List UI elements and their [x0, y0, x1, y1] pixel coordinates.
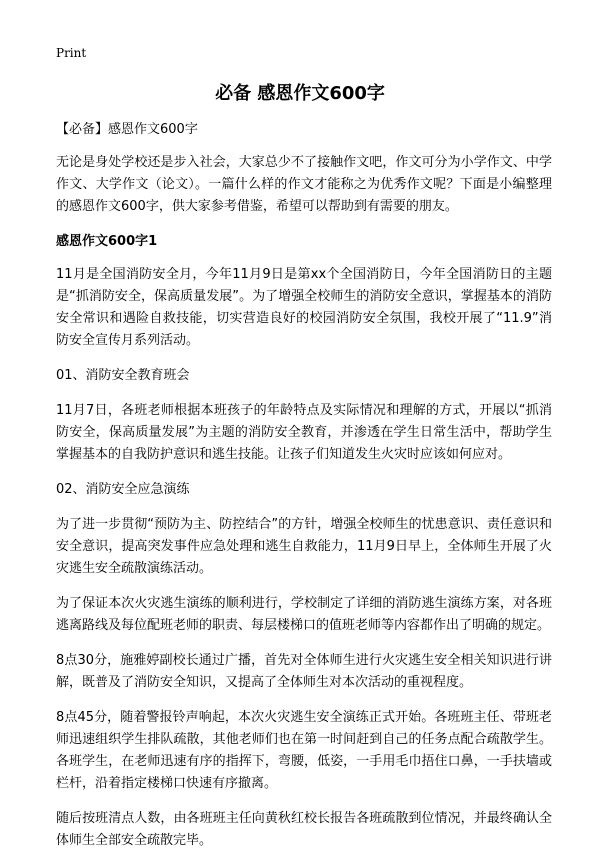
- intro-paragraph: 无论是身处学校还是步入社会，大家总少不了接触作文吧，作文可分为小学作文、中学作文、大学作文（论文）。一篇什么样的作文才能称之为优秀作文呢？下面是小编整理的感恩作文600字，供大家参考借鉴，希望可以帮助到有需要的朋友。: [56, 155, 552, 214]
- subsection-heading: 01、消防安全教育班会: [56, 368, 190, 383]
- document-body: [56, 119, 552, 852]
- body-paragraph: 11月是全国消防安全月，今年11月9日是第xx个全国消防日，今年全国消防日的主题是“抓消防安全，保高质量发展”。为了增强全校师生的消防安全意识，掌握基本的消防安全常识和遇险自救技能，切实营造良好的校园消防安全氛围，我校开展了“11.9”消防安全宣传月系列活动。: [56, 267, 552, 348]
- body-paragraph: 8点30分，施雅婷副校长通过广播，首先对全体师生进行火灾逃生安全相关知识进行讲解，既普及了消防安全知识，又提高了全体师生对本次活动的重视程度。: [56, 653, 552, 690]
- section-heading: 感恩作文600字1: [56, 234, 158, 249]
- document-subtitle: 【必备】感恩作文600字: [56, 122, 198, 137]
- body-paragraph: 为了保证本次火灾逃生演练的顺利进行，学校制定了详细的消防逃生演练方案，对各班逃离路线及每位配班老师的职责、每层楼梯口的值班老师等内容都作出了明确的规定。: [56, 596, 552, 633]
- body-paragraph: 11月7日，各班老师根据本班孩子的年龄特点及实际情况和理解的方式，开展以“抓消防安全，保高质量发展”为主题的消防安全教育，并渗透在学生日常生活中，帮助学生掌握基本的自我防护意识和逃生技能。让孩子们知道发生火灾时应该如何应对。: [56, 403, 552, 462]
- body-paragraph: 为了进一步贯彻“预防为主、防控结合”的方针，增强全校师生的忧患意识、责任意识和安全意识，提高突发事件应急处理和逃生自救能力，11月9日早上，全体师生开展了火灾逃生安全疏散演练活动。: [56, 517, 552, 576]
- subsection-heading: 02、消防安全应急演练: [56, 482, 190, 497]
- page-title: 必备 感恩作文600字: [215, 83, 385, 104]
- body-paragraph: 8点45分，随着警报铃声响起，本次火灾逃生安全演练正式开始。各班班主任、带班老师迅速组织学生排队疏散，其他老师们也在第一时间赶到自己的任务点配合疏散学生。各班学生，在老师迅速有序的指挥下，弯腰，低姿，一手用毛巾捂住口鼻，一手扶墙或栏杆，沿着指定楼梯口快速有序撤离。: [56, 710, 552, 791]
- print-link[interactable]: Print: [56, 46, 87, 60]
- body-paragraph: 随后按班清点人数，由各班班主任向黄秋红校长报告各班疏散到位情况，并最终确认全体师生全部安全疏散完毕。: [56, 811, 552, 848]
